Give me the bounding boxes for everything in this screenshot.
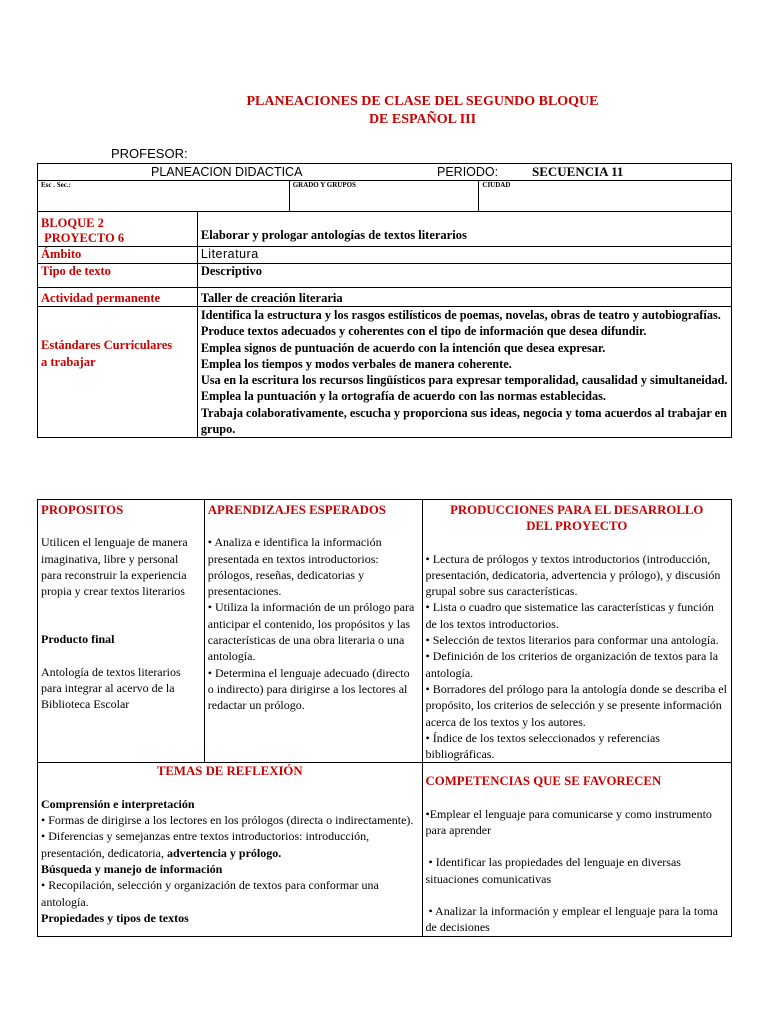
produccion-item: • Borradores del prólogo para la antología donde se describa el propósito, los criterios de selección y se presente información acerca de los textos y los autores.	[425, 681, 727, 729]
produccion-item: • Definición de los criterios de organización de textos para la antología.	[425, 649, 719, 680]
actividad-label: Actividad permanente	[38, 288, 198, 307]
estandar-item: Trabaja colaborativamente, escucha y proporciona sus ideas, negocia y toma acuerdos al trabajar en grupo.	[200, 405, 727, 437]
bloque-value: Elaborar y prologar antologías de textos literarios	[197, 212, 731, 247]
escuela-cell: Esc . Sec.:	[38, 181, 290, 212]
aprendizajes-cell	[204, 500, 422, 763]
tipo-texto-value: Descriptivo	[197, 264, 731, 288]
tema-item: • Recopilación, selección y organización de textos para conformar una antología.	[41, 878, 379, 909]
estandar-item: Emplea la puntuación y la ortografía de acuerdo con las normas establecidas.	[200, 389, 606, 404]
profesor-label: PROFESOR:	[111, 146, 188, 161]
estandares-label: Estándares Curriculares a trabajar	[38, 307, 198, 438]
producciones-cell	[422, 500, 732, 763]
project-table	[37, 499, 732, 937]
produccion-item: • Lista o cuadro que sistematice las características y función de los textos introductorios.	[425, 600, 714, 631]
ambito-label: Ámbito	[38, 247, 198, 264]
propositos-text: Utilicen el lenguaje de manera imaginativa, libre y personal para reconstruir la experiencia propia y crear textos literarios	[41, 535, 188, 599]
temas-cell	[38, 763, 423, 936]
estandares-list	[197, 307, 731, 438]
temas-sub-comprension: Comprensión e interpretación	[41, 796, 195, 811]
competencias-cell	[422, 763, 732, 936]
estandar-item: Produce textos adecuados y coherentes con el tipo de información que desea difundir.	[200, 324, 647, 339]
ambito-value: Literatura	[197, 247, 731, 264]
temas-sub-busqueda: Búsqueda y manejo de información	[41, 861, 223, 876]
aprendizaje-item: • Determina el lenguaje adecuado (directo o indirecto) para dirigirse a los lectores al redactar un prólogo.	[207, 665, 410, 713]
temas-sub-propiedades: Propiedades y tipos de textos	[41, 910, 189, 925]
produccion-item: • Selección de textos literarios para conformar una antología.	[425, 633, 719, 648]
ciudad-cell: CIUDAD	[479, 181, 732, 212]
title-line-2: DE ESPAÑOL III	[368, 112, 477, 127]
produccion-item: • Lectura de prólogos y textos introductorios (introducción, presentación, dedicatoria, advertencia y prólogo), y discusión grupal sobre sus características.	[425, 551, 721, 599]
document-title	[0, 93, 768, 129]
estandar-item: Emplea los tiempos y modos verbales de manera coherente.	[200, 356, 512, 371]
competencia-item: • Analizar la información y emplear el lenguaje para la toma de decisiones	[425, 903, 721, 935]
tipo-texto-label: Tipo de texto	[38, 264, 198, 288]
planning-table	[37, 163, 732, 438]
competencia-item: • Identificar las propiedades del lenguaje en diversas situaciones comunicativas	[425, 855, 684, 886]
tema-item: • Diferencias y semejanzas entre textos introductorios: introducción, presentación, dedicatoria, advertencia y prólogo.	[41, 829, 370, 860]
estandar-item: Emplea signos de puntuación de acuerdo con la intención que desea expresar.	[200, 340, 606, 355]
produccion-item: • Índice de los textos seleccionados y referencias bibliográficas.	[425, 730, 660, 762]
periodo-label: PERIODO:	[437, 165, 499, 179]
aprendizaje-item: • Utiliza la información de un prólogo para anticipar el contenido, los propósitos y las características de una obra literaria o una antología.	[207, 600, 415, 664]
header-row	[38, 164, 731, 180]
temas-heading: TEMAS DE REFLEXIÓN	[156, 764, 303, 779]
grado-cell: GRADO Y GRUPOS	[289, 181, 479, 212]
planeacion-label: PLANEACION DIDACTICA	[151, 165, 303, 179]
propositos-cell	[38, 500, 205, 763]
actividad-value: Taller de creación literaria	[197, 288, 731, 307]
bloque-label: BLOQUE 2 PROYECTO 6	[38, 212, 198, 247]
competencia-item: •Emplear el lenguaje para comunicarse y como instrumento para aprender	[425, 806, 712, 838]
competencias-heading: COMPETENCIAS QUE SE FAVORECEN	[425, 774, 662, 789]
estandar-item: Usa en la escritura los recursos lingüísticos para expresar temporalidad, causalidad y simultaneidad.	[200, 373, 728, 388]
title-line-1: PLANEACIONES DE CLASE DEL SEGUNDO BLOQUE	[246, 94, 599, 109]
estandar-item: Identifica la estructura y los rasgos estilísticos de poemas, novelas, obras de teatro y autobiografías.	[200, 308, 721, 322]
secuencia-label: SECUENCIA 11	[532, 164, 624, 179]
producciones-heading: PRODUCCIONES PARA EL DESARROLLO DEL PROYECTO	[450, 503, 704, 534]
producto-final-text: Antología de textos literarios para integrar al acervo de la Biblioteca Escolar	[41, 664, 181, 712]
aprendizaje-item: • Analiza e identifica la información presentada en textos introductorios: prólogos, reseñas, dedicatorias y presentaciones.	[207, 535, 382, 599]
tema-item: • Formas de dirigirse a los lectores en los prólogos (directa o indirectamente).	[41, 813, 414, 828]
propositos-heading: PROPOSITOS	[41, 503, 124, 517]
producto-final-label: Producto final	[41, 632, 115, 647]
aprendizajes-heading: APRENDIZAJES ESPERADOS	[207, 503, 386, 517]
